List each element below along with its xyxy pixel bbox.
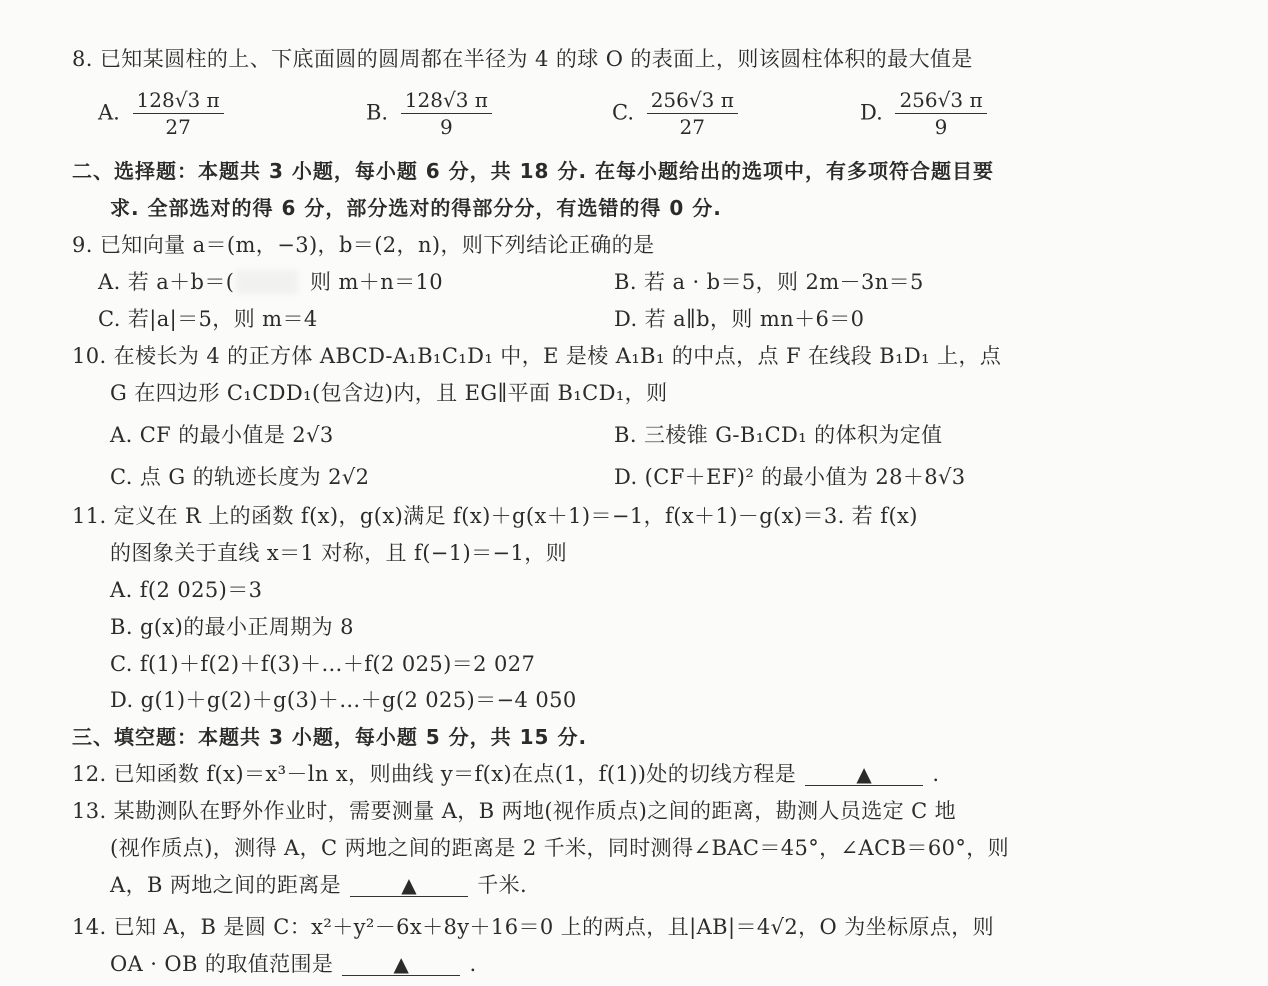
q10-option-b: B. 三棱锥 G‑B₁CD₁ 的体积为定值 xyxy=(614,423,943,447)
q11-stem-line1: 11. 定义在 R 上的函数 f(x)，g(x)满足 f(x)＋g(x＋1)＝−1，f(x＋1)－g(x)＝3. 若 f(x) xyxy=(72,504,918,528)
q8-option-d-denominator: 9 xyxy=(934,115,948,139)
q10-stem-line1: 10. 在棱长为 4 的正方体 ABCD‑A₁B₁C₁D₁ 中，E 是棱 A₁B₁ 的中点，点 F 在线段 B₁D₁ 上，点 xyxy=(72,344,1002,368)
q9-option-a: A. 若 a＋b＝( xyxy=(98,270,235,294)
q11-option-c: C. f(1)＋f(2)＋f(3)＋…＋f(2 025)＝2 027 xyxy=(110,652,536,676)
q8-option-d-numerator: 256√3 π xyxy=(895,88,986,114)
q8-option-a-numerator: 128√3 π xyxy=(133,88,224,114)
triangle-icon: ▲ xyxy=(856,762,873,786)
section2-heading: 二、选择题：本题共 3 小题，每小题 6 分，共 18 分. 在每小题给出的选项中，有多项符合题目要 xyxy=(72,159,995,183)
q8-option-d xyxy=(860,88,987,140)
q11-option-d: D. g(1)＋g(2)＋g(3)＋…＋g(2 025)＝−4 050 xyxy=(110,688,577,712)
image-blur-patch xyxy=(236,270,298,294)
section2-instructions: 求. 全部选对的得 6 分，部分选对的得部分分，有选错的得 0 分. xyxy=(110,196,722,220)
q13-stem-line3-text: A，B 两地之间的距离是 xyxy=(110,873,342,897)
q14-period: . xyxy=(469,952,477,976)
q14-answer-blank xyxy=(342,953,460,976)
q8-option-a-label: A. xyxy=(98,100,120,125)
triangle-icon: ▲ xyxy=(393,952,410,976)
q8-option-a xyxy=(98,88,224,140)
q14-stem-line1: 14. 已知 A，B 是圆 C：x²＋y²－6x＋8y＋16＝0 上的两点，且|AB|＝4√2，O 为坐标原点，则 xyxy=(72,915,995,939)
q12 xyxy=(72,760,939,788)
q8-option-b-numerator: 128√3 π xyxy=(401,88,492,114)
q8-option-d-label: D. xyxy=(860,100,883,125)
q10-option-a: A. CF 的最小值是 2√3 xyxy=(110,423,334,447)
q13-stem-line3 xyxy=(110,871,527,899)
q8-option-c-numerator: 256√3 π xyxy=(647,88,738,114)
q12-stem: 12. 已知函数 f(x)＝x³－ln x，则曲线 y＝f(x)在点(1，f(1))处的切线方程是 xyxy=(72,762,797,786)
q9-option-d: D. 若 a∥b，则 mn＋6＝0 xyxy=(614,307,865,331)
q8-option-a-fraction xyxy=(133,88,224,140)
q10-stem-line2: G 在四边形 C₁CDD₁(包含边)内，且 EG∥平面 B₁CD₁，则 xyxy=(110,381,668,405)
q13-answer-blank xyxy=(350,874,468,897)
q8-option-b-fraction xyxy=(401,88,492,140)
q11-stem-line2: 的图象关于直线 x＝1 对称，且 f(−1)＝−1，则 xyxy=(110,541,568,565)
q8-option-c-label: C. xyxy=(612,100,634,125)
q8-option-c-denominator: 27 xyxy=(679,115,705,139)
q10-option-c: C. 点 G 的轨迹长度为 2√2 xyxy=(110,465,370,489)
q8-option-a-denominator: 27 xyxy=(165,115,191,139)
q9-option-a-tail: 则 m＋n＝10 xyxy=(310,270,444,294)
q8-option-c-fraction xyxy=(647,88,738,140)
q13-stem-line2: (视作质点)，测得 A，C 两地之间的距离是 2 千米，同时测得∠BAC＝45°，∠ACB＝60°，则 xyxy=(110,836,1010,860)
q8-stem: 8. 已知某圆柱的上、下底面圆的圆周都在半径为 4 的球 O 的表面上，则该圆柱体积的最大值是 xyxy=(72,47,973,71)
q13-stem-line1: 13. 某勘测队在野外作业时，需要测量 A，B 两地(视作质点)之间的距离，勘测人员选定 C 地 xyxy=(72,799,957,823)
q8-option-d-fraction xyxy=(895,88,986,140)
q9-option-c: C. 若|a|＝5，则 m＝4 xyxy=(98,307,318,331)
q8-option-b xyxy=(366,88,492,140)
q8-option-c xyxy=(612,88,738,140)
q9-stem: 9. 已知向量 a＝(m，−3)，b＝(2，n)，则下列结论正确的是 xyxy=(72,233,655,257)
q10-option-d: D. (CF＋EF)² 的最小值为 28＋8√3 xyxy=(614,465,966,489)
triangle-icon: ▲ xyxy=(401,873,418,897)
q12-period: . xyxy=(932,762,940,786)
section3-heading: 三、填空题：本题共 3 小题，每小题 5 分，共 15 分. xyxy=(72,725,588,749)
q11-option-b: B. g(x)的最小正周期为 8 xyxy=(110,615,354,639)
q12-answer-blank xyxy=(805,763,923,786)
q13-unit: 千米. xyxy=(477,873,528,897)
q11-option-a: A. f(2 025)＝3 xyxy=(110,578,263,602)
q14-stem-line2 xyxy=(110,950,477,978)
q9-option-b: B. 若 a · b＝5，则 2m－3n＝5 xyxy=(614,270,924,294)
q8-option-b-denominator: 9 xyxy=(440,115,453,139)
q8-option-b-label: B. xyxy=(366,100,389,125)
q14-stem-line2-text: OA · OB 的取值范围是 xyxy=(110,952,334,976)
